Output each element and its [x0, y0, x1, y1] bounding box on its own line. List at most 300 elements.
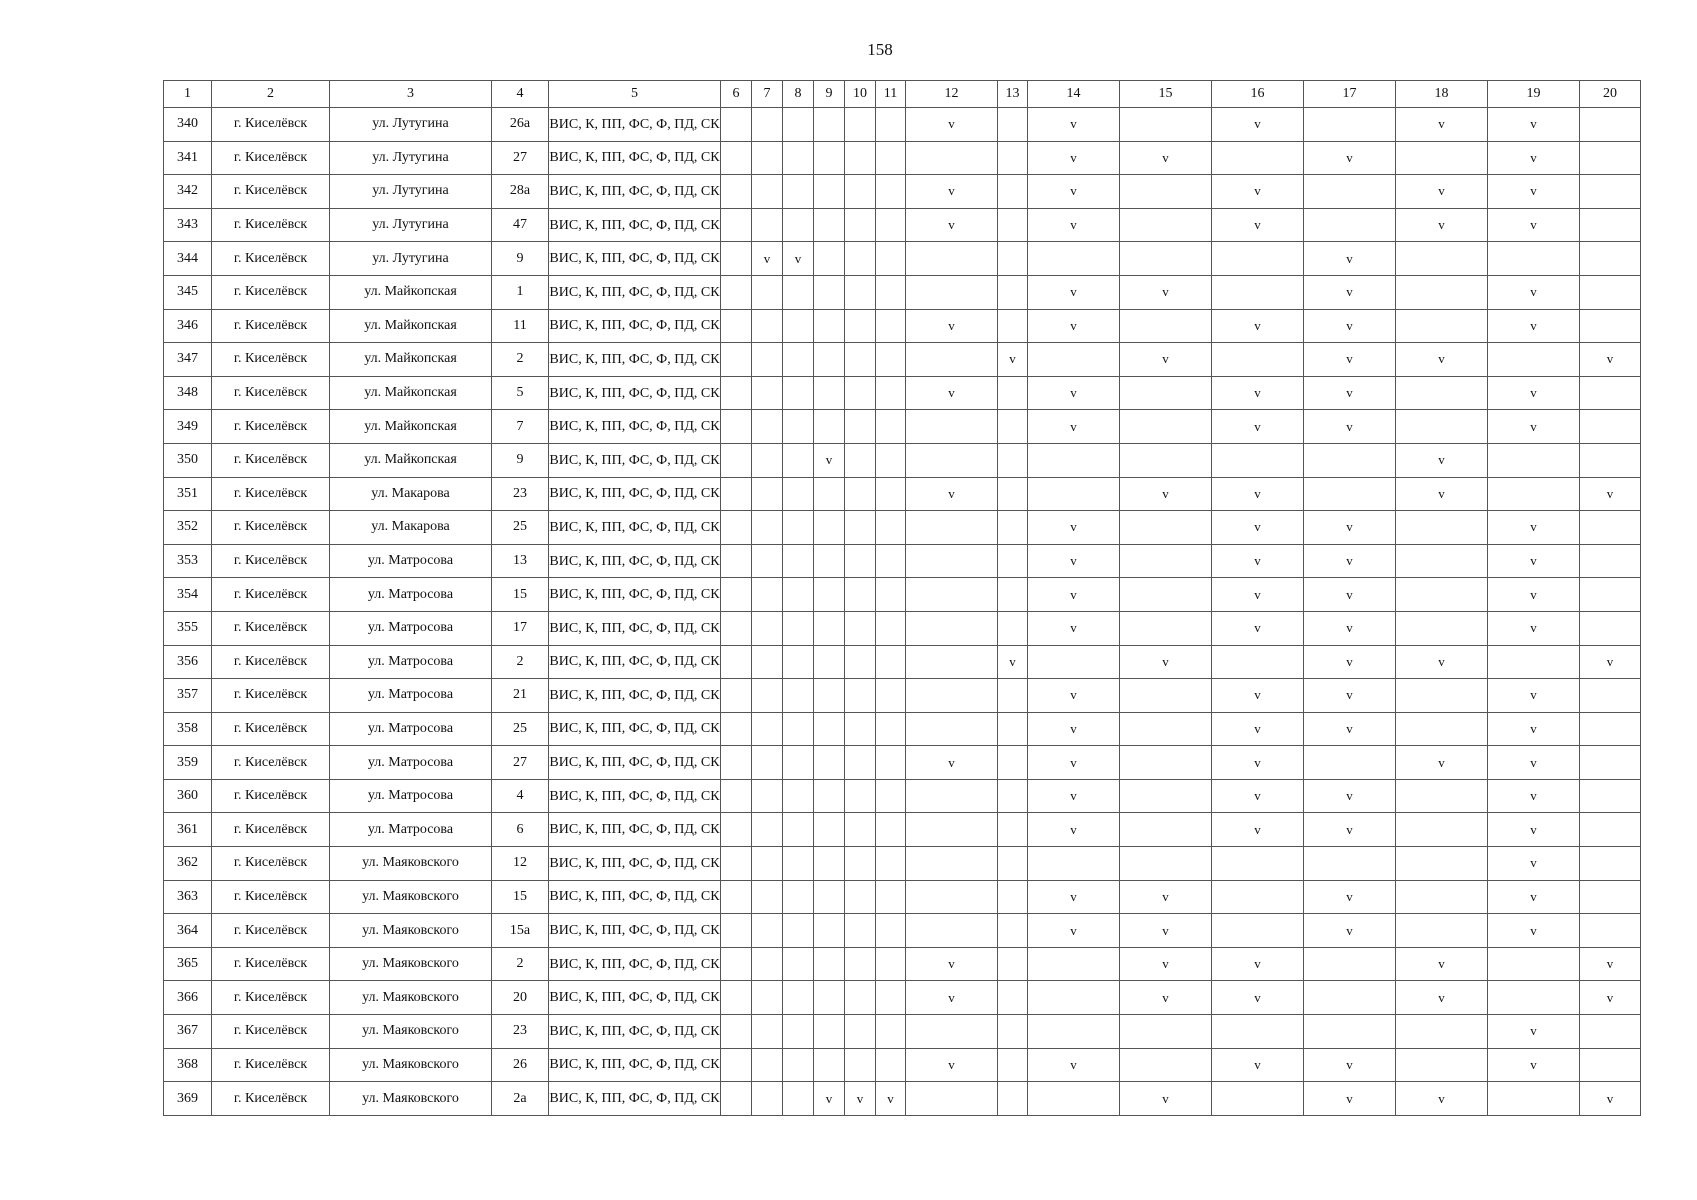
- house-number-cell: 15: [492, 880, 549, 914]
- house-number-cell: 47: [492, 208, 549, 242]
- street-cell: ул. Майкопская: [330, 376, 492, 410]
- city-cell: г. Киселёвск: [212, 1082, 330, 1116]
- empty-cell-col-10: [845, 746, 876, 780]
- empty-cell-col-6: [721, 511, 752, 545]
- empty-cell-col-12: [906, 275, 998, 309]
- check-mark-col-12: v: [906, 1048, 998, 1082]
- check-mark-col-19: v: [1488, 679, 1580, 713]
- empty-cell-col-15: [1120, 443, 1212, 477]
- house-number-cell: 9: [492, 443, 549, 477]
- row-number-cell: 343: [164, 208, 212, 242]
- check-mark-col-14: v: [1028, 175, 1120, 209]
- check-mark-col-14: v: [1028, 511, 1120, 545]
- empty-cell-col-18: [1396, 813, 1488, 847]
- check-mark-col-16: v: [1212, 611, 1304, 645]
- check-mark-col-16: v: [1212, 376, 1304, 410]
- check-mark-col-16: v: [1212, 208, 1304, 242]
- empty-cell-col-6: [721, 175, 752, 209]
- empty-cell-col-16: [1212, 1015, 1304, 1049]
- table-row: [164, 242, 1641, 276]
- empty-cell-col-8: [783, 108, 814, 142]
- check-mark-col-14: v: [1028, 410, 1120, 444]
- empty-cell-col-10: [845, 847, 876, 881]
- check-mark-col-17: v: [1304, 645, 1396, 679]
- column-header-16: 16: [1212, 81, 1304, 108]
- check-mark-col-18: v: [1396, 108, 1488, 142]
- empty-cell-col-16: [1212, 343, 1304, 377]
- empty-cell-col-12: [906, 343, 998, 377]
- city-cell: г. Киселёвск: [212, 1015, 330, 1049]
- street-cell: ул. Маяковского: [330, 1015, 492, 1049]
- empty-cell-col-18: [1396, 242, 1488, 276]
- empty-cell-col-10: [845, 947, 876, 981]
- house-number-cell: 15: [492, 578, 549, 612]
- check-mark-col-19: v: [1488, 847, 1580, 881]
- empty-cell-col-13: [998, 544, 1028, 578]
- empty-cell-col-7: [752, 141, 783, 175]
- check-mark-col-17: v: [1304, 779, 1396, 813]
- empty-cell-col-17: [1304, 1015, 1396, 1049]
- empty-cell-col-14: [1028, 1082, 1120, 1116]
- street-cell: ул. Матросова: [330, 712, 492, 746]
- empty-cell-col-8: [783, 645, 814, 679]
- table-row: [164, 410, 1641, 444]
- row-number-cell: 363: [164, 880, 212, 914]
- codes-cell: ВИС, К, ПП, ФС, Ф, ПД, СК: [549, 679, 721, 713]
- empty-cell-col-20: [1580, 242, 1641, 276]
- empty-cell-col-20: [1580, 108, 1641, 142]
- codes-cell: ВИС, К, ПП, ФС, Ф, ПД, СК: [549, 410, 721, 444]
- empty-cell-col-6: [721, 242, 752, 276]
- empty-cell-col-6: [721, 443, 752, 477]
- empty-cell-col-11: [876, 679, 906, 713]
- codes-cell: ВИС, К, ПП, ФС, Ф, ПД, СК: [549, 880, 721, 914]
- codes-cell: ВИС, К, ПП, ФС, Ф, ПД, СК: [549, 611, 721, 645]
- empty-cell-col-20: [1580, 410, 1641, 444]
- row-number-cell: 360: [164, 779, 212, 813]
- table-row: [164, 477, 1641, 511]
- empty-cell-col-15: [1120, 813, 1212, 847]
- row-number-cell: 355: [164, 611, 212, 645]
- empty-cell-col-12: [906, 847, 998, 881]
- table-body: [164, 108, 1641, 1116]
- codes-cell: ВИС, К, ПП, ФС, Ф, ПД, СК: [549, 175, 721, 209]
- row-number-cell: 348: [164, 376, 212, 410]
- empty-cell-col-7: [752, 746, 783, 780]
- check-mark-col-12: v: [906, 477, 998, 511]
- check-mark-col-19: v: [1488, 914, 1580, 948]
- street-cell: ул. Маяковского: [330, 914, 492, 948]
- check-mark-col-12: v: [906, 108, 998, 142]
- empty-cell-col-11: [876, 141, 906, 175]
- empty-cell-col-16: [1212, 141, 1304, 175]
- empty-cell-col-12: [906, 914, 998, 948]
- empty-cell-col-8: [783, 410, 814, 444]
- codes-cell: ВИС, К, ПП, ФС, Ф, ПД, СК: [549, 108, 721, 142]
- check-mark-col-20: v: [1580, 477, 1641, 511]
- empty-cell-col-18: [1396, 712, 1488, 746]
- empty-cell-col-7: [752, 208, 783, 242]
- empty-cell-col-11: [876, 477, 906, 511]
- empty-cell-col-15: [1120, 712, 1212, 746]
- table-row: [164, 208, 1641, 242]
- empty-cell-col-10: [845, 779, 876, 813]
- check-mark-col-20: v: [1580, 981, 1641, 1015]
- street-cell: ул. Лутугина: [330, 108, 492, 142]
- city-cell: г. Киселёвск: [212, 813, 330, 847]
- empty-cell-col-12: [906, 1015, 998, 1049]
- empty-cell-col-13: [998, 847, 1028, 881]
- check-mark-col-16: v: [1212, 712, 1304, 746]
- empty-cell-col-14: [1028, 847, 1120, 881]
- table-row: [164, 1015, 1641, 1049]
- empty-cell-col-9: [814, 376, 845, 410]
- empty-cell-col-11: [876, 443, 906, 477]
- codes-cell: ВИС, К, ПП, ФС, Ф, ПД, СК: [549, 1082, 721, 1116]
- check-mark-col-14: v: [1028, 578, 1120, 612]
- empty-cell-col-10: [845, 175, 876, 209]
- empty-cell-col-15: [1120, 1015, 1212, 1049]
- empty-cell-col-7: [752, 611, 783, 645]
- table-row: [164, 981, 1641, 1015]
- empty-cell-col-18: [1396, 1015, 1488, 1049]
- check-mark-col-16: v: [1212, 746, 1304, 780]
- empty-cell-col-14: [1028, 1015, 1120, 1049]
- city-cell: г. Киселёвск: [212, 947, 330, 981]
- empty-cell-col-7: [752, 578, 783, 612]
- empty-cell-col-15: [1120, 376, 1212, 410]
- empty-cell-col-12: [906, 712, 998, 746]
- empty-cell-col-8: [783, 477, 814, 511]
- empty-cell-col-12: [906, 443, 998, 477]
- empty-cell-col-10: [845, 376, 876, 410]
- empty-cell-col-20: [1580, 376, 1641, 410]
- empty-cell-col-6: [721, 779, 752, 813]
- empty-cell-col-10: [845, 611, 876, 645]
- empty-cell-col-19: [1488, 645, 1580, 679]
- empty-cell-col-12: [906, 645, 998, 679]
- empty-cell-col-9: [814, 578, 845, 612]
- empty-cell-col-6: [721, 611, 752, 645]
- check-mark-col-19: v: [1488, 275, 1580, 309]
- empty-cell-col-14: [1028, 443, 1120, 477]
- street-cell: ул. Матросова: [330, 611, 492, 645]
- check-mark-col-17: v: [1304, 343, 1396, 377]
- column-header-12: 12: [906, 81, 998, 108]
- city-cell: г. Киселёвск: [212, 175, 330, 209]
- codes-cell: ВИС, К, ПП, ФС, Ф, ПД, СК: [549, 712, 721, 746]
- row-number-cell: 361: [164, 813, 212, 847]
- empty-cell-col-15: [1120, 779, 1212, 813]
- codes-cell: ВИС, К, ПП, ФС, Ф, ПД, СК: [549, 1048, 721, 1082]
- table-row: [164, 746, 1641, 780]
- empty-cell-col-10: [845, 981, 876, 1015]
- empty-cell-col-7: [752, 511, 783, 545]
- empty-cell-col-14: [1028, 947, 1120, 981]
- codes-cell: ВИС, К, ПП, ФС, Ф, ПД, СК: [549, 746, 721, 780]
- street-cell: ул. Майкопская: [330, 343, 492, 377]
- empty-cell-col-17: [1304, 746, 1396, 780]
- row-number-cell: 358: [164, 712, 212, 746]
- empty-cell-col-15: [1120, 578, 1212, 612]
- row-number-cell: 350: [164, 443, 212, 477]
- empty-cell-col-11: [876, 947, 906, 981]
- house-number-cell: 6: [492, 813, 549, 847]
- check-mark-col-15: v: [1120, 880, 1212, 914]
- check-mark-col-19: v: [1488, 376, 1580, 410]
- empty-cell-col-6: [721, 343, 752, 377]
- page-number: 158: [867, 40, 893, 59]
- empty-cell-col-20: [1580, 511, 1641, 545]
- empty-cell-col-7: [752, 981, 783, 1015]
- empty-cell-col-13: [998, 981, 1028, 1015]
- codes-cell: ВИС, К, ПП, ФС, Ф, ПД, СК: [549, 947, 721, 981]
- empty-cell-col-7: [752, 108, 783, 142]
- empty-cell-col-18: [1396, 779, 1488, 813]
- empty-cell-col-15: [1120, 208, 1212, 242]
- empty-cell-col-13: [998, 108, 1028, 142]
- empty-cell-col-11: [876, 108, 906, 142]
- street-cell: ул. Матросова: [330, 779, 492, 813]
- check-mark-col-15: v: [1120, 343, 1212, 377]
- check-mark-col-16: v: [1212, 779, 1304, 813]
- empty-cell-col-10: [845, 712, 876, 746]
- house-number-cell: 5: [492, 376, 549, 410]
- empty-cell-col-8: [783, 275, 814, 309]
- check-mark-col-19: v: [1488, 208, 1580, 242]
- house-number-cell: 28а: [492, 175, 549, 209]
- house-number-cell: 27: [492, 141, 549, 175]
- house-number-cell: 25: [492, 712, 549, 746]
- city-cell: г. Киселёвск: [212, 847, 330, 881]
- house-number-cell: 23: [492, 477, 549, 511]
- check-mark-col-18: v: [1396, 175, 1488, 209]
- empty-cell-col-11: [876, 914, 906, 948]
- check-mark-col-18: v: [1396, 746, 1488, 780]
- check-mark-col-20: v: [1580, 947, 1641, 981]
- table-row: [164, 1048, 1641, 1082]
- empty-cell-col-17: [1304, 175, 1396, 209]
- check-mark-col-14: v: [1028, 779, 1120, 813]
- row-number-cell: 342: [164, 175, 212, 209]
- empty-cell-col-10: [845, 914, 876, 948]
- city-cell: г. Киселёвск: [212, 914, 330, 948]
- codes-cell: ВИС, К, ПП, ФС, Ф, ПД, СК: [549, 578, 721, 612]
- city-cell: г. Киселёвск: [212, 443, 330, 477]
- check-mark-col-18: v: [1396, 443, 1488, 477]
- check-mark-col-15: v: [1120, 275, 1212, 309]
- empty-cell-col-13: [998, 309, 1028, 343]
- empty-cell-col-10: [845, 309, 876, 343]
- city-cell: г. Киселёвск: [212, 108, 330, 142]
- empty-cell-col-15: [1120, 611, 1212, 645]
- empty-cell-col-10: [845, 1048, 876, 1082]
- empty-cell-col-6: [721, 208, 752, 242]
- street-cell: ул. Маяковского: [330, 1082, 492, 1116]
- empty-cell-col-19: [1488, 477, 1580, 511]
- empty-cell-col-7: [752, 443, 783, 477]
- row-number-cell: 368: [164, 1048, 212, 1082]
- row-number-cell: 349: [164, 410, 212, 444]
- street-cell: ул. Маяковского: [330, 981, 492, 1015]
- table-row: [164, 443, 1641, 477]
- city-cell: г. Киселёвск: [212, 343, 330, 377]
- empty-cell-col-13: [998, 175, 1028, 209]
- check-mark-col-18: v: [1396, 645, 1488, 679]
- check-mark-col-16: v: [1212, 108, 1304, 142]
- check-mark-col-14: v: [1028, 746, 1120, 780]
- check-mark-col-18: v: [1396, 477, 1488, 511]
- row-number-cell: 357: [164, 679, 212, 713]
- empty-cell-col-15: [1120, 175, 1212, 209]
- check-mark-col-19: v: [1488, 410, 1580, 444]
- house-number-cell: 17: [492, 611, 549, 645]
- check-mark-col-15: v: [1120, 1082, 1212, 1116]
- empty-cell-col-17: [1304, 477, 1396, 511]
- empty-cell-col-13: [998, 275, 1028, 309]
- city-cell: г. Киселёвск: [212, 376, 330, 410]
- empty-cell-col-10: [845, 578, 876, 612]
- check-mark-col-16: v: [1212, 947, 1304, 981]
- empty-cell-col-19: [1488, 242, 1580, 276]
- empty-cell-col-18: [1396, 410, 1488, 444]
- empty-cell-col-16: [1212, 645, 1304, 679]
- table-row: [164, 511, 1641, 545]
- empty-cell-col-10: [845, 679, 876, 713]
- empty-cell-col-20: [1580, 1048, 1641, 1082]
- street-cell: ул. Маяковского: [330, 947, 492, 981]
- empty-cell-col-20: [1580, 578, 1641, 612]
- empty-cell-col-6: [721, 578, 752, 612]
- check-mark-col-8: v: [783, 242, 814, 276]
- check-mark-col-16: v: [1212, 578, 1304, 612]
- check-mark-col-17: v: [1304, 275, 1396, 309]
- empty-cell-col-18: [1396, 1048, 1488, 1082]
- empty-cell-col-20: [1580, 779, 1641, 813]
- house-number-cell: 9: [492, 242, 549, 276]
- codes-cell: ВИС, К, ПП, ФС, Ф, ПД, СК: [549, 443, 721, 477]
- empty-cell-col-13: [998, 141, 1028, 175]
- empty-cell-col-20: [1580, 141, 1641, 175]
- city-cell: г. Киселёвск: [212, 1048, 330, 1082]
- street-cell: ул. Макарова: [330, 511, 492, 545]
- check-mark-col-19: v: [1488, 880, 1580, 914]
- empty-cell-col-9: [814, 1015, 845, 1049]
- empty-cell-col-13: [998, 779, 1028, 813]
- check-mark-col-15: v: [1120, 947, 1212, 981]
- empty-cell-col-7: [752, 712, 783, 746]
- codes-cell: ВИС, К, ПП, ФС, Ф, ПД, СК: [549, 847, 721, 881]
- register-table: [163, 80, 1641, 1116]
- codes-cell: ВИС, К, ПП, ФС, Ф, ПД, СК: [549, 914, 721, 948]
- empty-cell-col-20: [1580, 813, 1641, 847]
- street-cell: ул. Матросова: [330, 746, 492, 780]
- check-mark-col-20: v: [1580, 645, 1641, 679]
- empty-cell-col-12: [906, 679, 998, 713]
- empty-cell-col-19: [1488, 1082, 1580, 1116]
- empty-cell-col-8: [783, 208, 814, 242]
- column-header-18: 18: [1396, 81, 1488, 108]
- check-mark-col-14: v: [1028, 813, 1120, 847]
- street-cell: ул. Майкопская: [330, 309, 492, 343]
- empty-cell-col-14: [1028, 981, 1120, 1015]
- city-cell: г. Киселёвск: [212, 275, 330, 309]
- row-number-cell: 369: [164, 1082, 212, 1116]
- empty-cell-col-12: [906, 578, 998, 612]
- empty-cell-col-20: [1580, 712, 1641, 746]
- empty-cell-col-11: [876, 410, 906, 444]
- empty-cell-col-6: [721, 981, 752, 1015]
- empty-cell-col-18: [1396, 611, 1488, 645]
- row-number-cell: 352: [164, 511, 212, 545]
- street-cell: ул. Майкопская: [330, 410, 492, 444]
- empty-cell-col-17: [1304, 443, 1396, 477]
- empty-cell-col-11: [876, 1015, 906, 1049]
- check-mark-col-17: v: [1304, 309, 1396, 343]
- row-number-cell: 346: [164, 309, 212, 343]
- city-cell: г. Киселёвск: [212, 309, 330, 343]
- empty-cell-col-7: [752, 880, 783, 914]
- house-number-cell: 11: [492, 309, 549, 343]
- empty-cell-col-18: [1396, 578, 1488, 612]
- empty-cell-col-15: [1120, 544, 1212, 578]
- empty-cell-col-9: [814, 511, 845, 545]
- empty-cell-col-15: [1120, 242, 1212, 276]
- empty-cell-col-12: [906, 511, 998, 545]
- city-cell: г. Киселёвск: [212, 679, 330, 713]
- empty-cell-col-12: [906, 544, 998, 578]
- empty-cell-col-12: [906, 813, 998, 847]
- column-header-20: 20: [1580, 81, 1641, 108]
- city-cell: г. Киселёвск: [212, 779, 330, 813]
- empty-cell-col-8: [783, 847, 814, 881]
- empty-cell-col-9: [814, 813, 845, 847]
- empty-cell-col-20: [1580, 443, 1641, 477]
- column-header-3: 3: [330, 81, 492, 108]
- house-number-cell: 20: [492, 981, 549, 1015]
- street-cell: ул. Матросова: [330, 578, 492, 612]
- empty-cell-col-7: [752, 410, 783, 444]
- empty-cell-col-19: [1488, 343, 1580, 377]
- city-cell: г. Киселёвск: [212, 880, 330, 914]
- check-mark-col-13: v: [998, 343, 1028, 377]
- check-mark-col-18: v: [1396, 208, 1488, 242]
- empty-cell-col-10: [845, 141, 876, 175]
- empty-cell-col-15: [1120, 511, 1212, 545]
- check-mark-col-17: v: [1304, 712, 1396, 746]
- empty-cell-col-17: [1304, 108, 1396, 142]
- check-mark-col-18: v: [1396, 1082, 1488, 1116]
- empty-cell-col-6: [721, 847, 752, 881]
- street-cell: ул. Макарова: [330, 477, 492, 511]
- check-mark-col-20: v: [1580, 343, 1641, 377]
- empty-cell-col-8: [783, 981, 814, 1015]
- check-mark-col-16: v: [1212, 1048, 1304, 1082]
- empty-cell-col-15: [1120, 1048, 1212, 1082]
- city-cell: г. Киселёвск: [212, 477, 330, 511]
- empty-cell-col-7: [752, 376, 783, 410]
- check-mark-col-17: v: [1304, 880, 1396, 914]
- empty-cell-col-13: [998, 947, 1028, 981]
- house-number-cell: 2: [492, 947, 549, 981]
- empty-cell-col-6: [721, 1015, 752, 1049]
- empty-cell-col-10: [845, 1015, 876, 1049]
- empty-cell-col-16: [1212, 914, 1304, 948]
- empty-cell-col-7: [752, 175, 783, 209]
- column-header-17: 17: [1304, 81, 1396, 108]
- empty-cell-col-8: [783, 914, 814, 948]
- empty-cell-col-6: [721, 309, 752, 343]
